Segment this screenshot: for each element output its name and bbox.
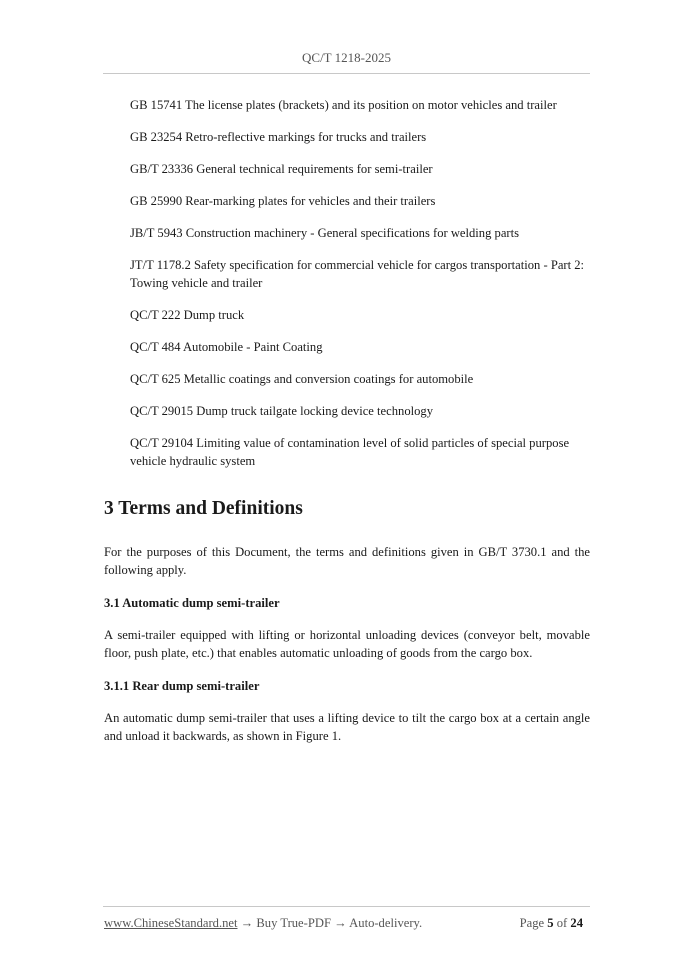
header-divider	[103, 73, 590, 74]
page-of-label: of	[556, 916, 568, 930]
page-current: 5	[547, 916, 554, 930]
term-definition-3-1-1: An automatic dump semi-trailer that uses a lifting device to tilt the cargo box at a certain angle and unload it backwards, as shown in Figure 1.	[104, 711, 590, 743]
section-intro: For the purposes of this Document, the terms and definitions given in GB/T 3730.1 and the following apply.	[104, 545, 590, 577]
reference-item: JT/T 1178.2 Safety specification for commercial vehicle for cargos transportation - Part 2: Towing vehicle and trailer	[130, 258, 585, 290]
term-heading-3-1-1: 3.1.1 Rear dump semi-trailer	[104, 679, 260, 693]
page-label: Page	[519, 916, 545, 930]
reference-item: GB 15741 The license plates (brackets) and its position on motor vehicles and trailer	[130, 98, 557, 112]
reference-item: QC/T 625 Metallic coatings and conversion coatings for automobile	[130, 372, 474, 386]
reference-item: QC/T 29104 Limiting value of contamination level of solid particles of special purpose vehicle hydraulic system	[130, 436, 570, 468]
term-heading-3-1: 3.1 Automatic dump semi-trailer	[104, 596, 280, 610]
page-number	[520, 916, 583, 931]
buy-pdf-link[interactable]: Buy True-PDF	[256, 916, 331, 930]
page-header-doc-id: QC/T 1218-2025	[302, 50, 391, 65]
reference-item: GB 23254 Retro-reflective markings for trucks and trailers	[130, 130, 427, 144]
reference-item: JB/T 5943 Construction machinery - General specifications for welding parts	[130, 226, 520, 240]
reference-item: QC/T 222 Dump truck	[130, 308, 245, 322]
reference-item: QC/T 484 Automobile - Paint Coating	[130, 340, 323, 354]
auto-delivery-text: Auto-delivery.	[349, 916, 423, 930]
reference-item: GB 25990 Rear-marking plates for vehicles and their trailers	[130, 194, 436, 208]
normative-references-list	[130, 96, 590, 484]
site-link[interactable]: www.ChineseStandard.net	[104, 916, 238, 930]
reference-item: GB/T 23336 General technical requirements for semi-trailer	[130, 162, 433, 176]
arrow-right-icon: →	[334, 916, 347, 930]
arrow-right-icon: →	[240, 916, 254, 930]
term-definition-3-1: A semi-trailer equipped with lifting or horizontal unloading devices (conveyor belt, movable floor, push plate, etc.) that enables automatic unloading of goods from the cargo box.	[104, 628, 590, 660]
section-heading: 3 Terms and Definitions	[104, 498, 303, 519]
page-total: 24	[570, 916, 583, 930]
reference-item: QC/T 29015 Dump truck tailgate locking device technology	[130, 404, 434, 418]
footer-links	[104, 916, 422, 931]
footer-divider	[103, 906, 590, 907]
